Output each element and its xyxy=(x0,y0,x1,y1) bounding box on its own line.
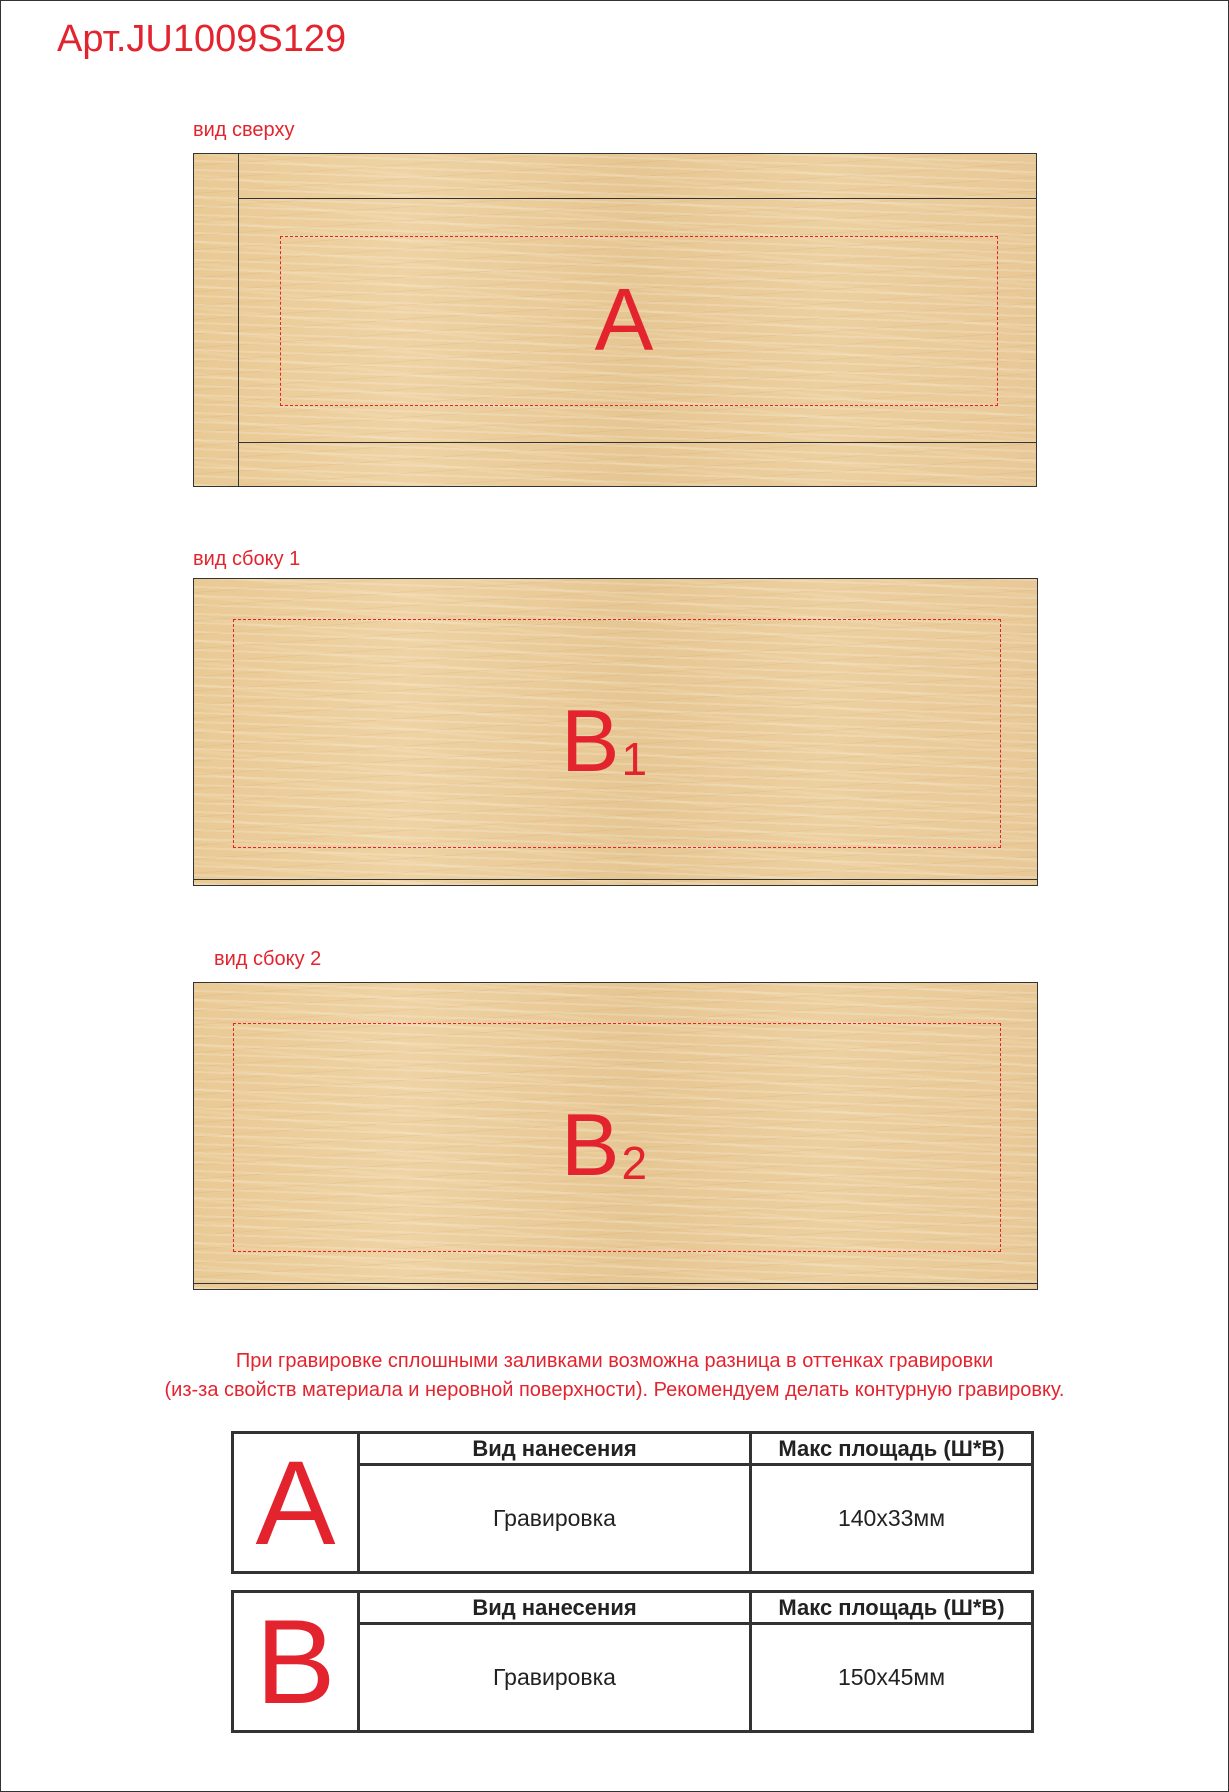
zone-label-a: A xyxy=(594,270,654,369)
view-label-top: вид сверху xyxy=(193,119,295,141)
method-value: Гравировка xyxy=(493,1505,616,1531)
edge-line xyxy=(194,1283,1037,1284)
edge-line xyxy=(194,879,1037,880)
edge-line xyxy=(238,154,239,486)
view-label-side1: вид сбоку 1 xyxy=(193,548,301,570)
header-method: Вид нанесения xyxy=(360,1593,749,1625)
edge-line xyxy=(238,198,1036,199)
spec-table-b xyxy=(231,1590,1034,1733)
spec-table-a xyxy=(231,1431,1034,1574)
header-method: Вид нанесения xyxy=(360,1434,749,1466)
side1-view-panel xyxy=(193,578,1038,886)
view-label-side2: вид сбоку 2 xyxy=(214,948,322,970)
area-value: 150x45мм xyxy=(837,1664,946,1690)
header-area: Макс площадь (Ш*В) xyxy=(752,1593,1031,1625)
side2-view-panel xyxy=(193,982,1038,1290)
note-line-2: (из-за свойств материала и неровной поверхности). Рекомендуем делать контурную гравировку. xyxy=(164,1379,1065,1401)
zone-label-b1: B1 xyxy=(560,691,648,790)
area-value: 140x33мм xyxy=(837,1505,946,1531)
note-line-1: При гравировке сплошными заливками возможна разница в оттенках гравировки xyxy=(235,1350,994,1372)
zone-label-b2: B2 xyxy=(560,1095,648,1194)
article-title: Арт.JU1009S129 xyxy=(57,18,347,60)
method-value: Гравировка xyxy=(493,1664,616,1690)
top-view-panel xyxy=(193,153,1037,487)
header-area: Макс площадь (Ш*В) xyxy=(752,1434,1031,1466)
table-letter-a: A xyxy=(234,1434,360,1571)
table-letter-b: B xyxy=(234,1593,360,1730)
engraving-note xyxy=(0,1347,1229,1405)
edge-line xyxy=(238,442,1036,443)
